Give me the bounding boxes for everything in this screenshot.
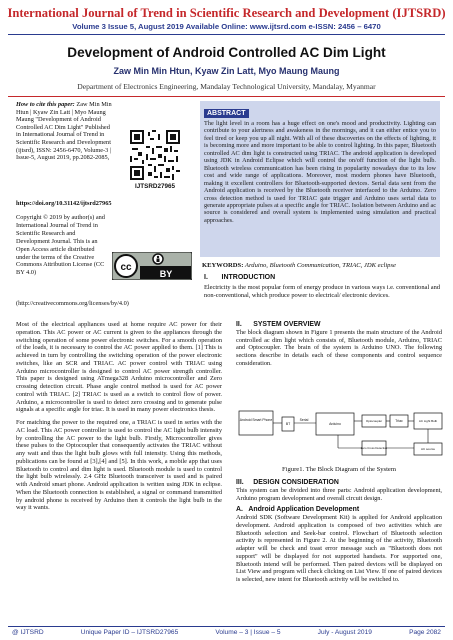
intro-heading: I. INTRODUCTION (204, 274, 276, 281)
label-light-bulb: AC Light Bulb (418, 419, 438, 423)
paper-affiliation: Department of Electronics Engineering, Mandalay Technological University, Mandalay, Myanmar (77, 82, 376, 91)
system-overview-text: The block diagram shown in Figure 1 presents the main structure of the Android controlled ac dim light which consists of, Bluetooth module, Arduino, TRIAC and Optocoupler. The brain of the system is Arduino UNO. The following sections describe in details each of these components and control sequence consideration. (236, 328, 442, 367)
copyright-notice: Copyright © 2019 by author(s) and International Journal of Trend in Scientific Research and Development Journal. This is an Open Access article distributed under the terms of the Creative Commons Attribution License (CC BY 4.0) (16, 214, 105, 277)
header-rule (8, 34, 445, 35)
label-ac-source: AC source (420, 447, 436, 451)
design-section (236, 479, 442, 584)
affiliation-rule (8, 96, 445, 97)
citation-text: Zaw Min Min Htun | Kyaw Zin Latt | Myo Maung Maung "Development of Android Controlled AC Dim Light" Published in International Journal of Trend in Scientific Research and Development (ijtsrd), ISSN: 2456-6470, Volume-3 | Issue-5, August 2019, pp.2082-2085, (16, 101, 112, 162)
journal-meta: Volume 3 Issue 5, August 2019 Available Online: www.ijtsrd.com e-ISSN: 2456 – 6470 (72, 22, 381, 31)
svg-text:cc: cc (120, 262, 132, 273)
abstract-box (200, 101, 440, 257)
design-text: This system can be divided into three parts: Android application development, Arduino program development and overall circuit design. (236, 486, 442, 502)
creative-commons-icon (112, 252, 192, 280)
label-triac: Triac (395, 419, 403, 423)
label-android: Android Smart Phone (239, 418, 273, 422)
journal-header (0, 6, 453, 32)
citation-doi-block (16, 200, 194, 208)
abstract-body: The light level in a room has a huge effect on one's mood and productivity. Lighting can contribute to your alertness and awakeness in the mornings, and it can either entice you to feel tired or keep you up all night. With all of these discoveries on the effects of lighting, it is becoming more and more important to be able to control lighting. In this paper, Bluetooth controlled AC dim light is constructed using TRIAC. The android application is developed using JDK in Android Eclipse which will control the on/off function of the light bulb. Bluetooth wireless communication has been rising in popularity nowadays due to its low cost and wide range of applications. Moreover, most modern phones have Bluetooth, making it excellent controllers for Bluetooth-supported devices. Serial data sent from the Android application is received by the Bluetooth receiver interfaced to the Arduino. Zero cross detection method is used for TRIAC gate trigger and Arduino uses serial data to generate appropriate pulses at a specific angle for TRIAC. Isolation between Arduino and ac source is considered and overall system is implemented using simulation and practical approaches. (204, 120, 436, 224)
label-arduino: Arduino (329, 422, 341, 426)
label-optocoupler: Optocoupler (365, 419, 383, 423)
label-zero-cross: Zero Cross Detection (360, 446, 388, 450)
keywords-label: KEYWORDS: (202, 262, 244, 269)
journal-title: International Journal of Trend in Scientific Research and Development (IJTSRD) (7, 6, 446, 20)
footer-volume: Volume – 3 | Issue – 5 (215, 629, 281, 636)
qr-paper-id: IJTSRD27965 (135, 183, 175, 190)
design-heading: III. DESIGN CONSIDERATION (236, 479, 339, 486)
keywords-text: Arduino, Bluetooth Communication, TRIAC, JDK eclipse (243, 262, 396, 269)
left-paragraph: Most of the electrical appliances used at home require AC power for their operation. This AC power or AC current is given to the appliances through the switching operation of some power electronic switches. For a smooth operation of the loads, it is necessary to control the AC power applied to them. [1] This is achieved in turn by controlling the switching operation of the power electronic switches, like an SCR and TRIAC. AC power control with TRIAC using Arduino microcontroller is designed to control AC power strength controller. This paper is designed using ATmega328 Arduino microcontroller and Zero crossing detection circuit. Phase angle control method is used for AC power control with TRIAC. [2] TRIAC is used as a switch to control flow of power. Arduino, a microcontroller is used to detect zero crossing and to generate pulse signals at a specific angle for triac. It is used in many power electronics thesis. (16, 321, 222, 414)
label-bt: BT (285, 422, 291, 426)
paper-title: Development of Android Controlled AC Dim Light (67, 45, 386, 60)
left-paragraph: For matching the power to the required one, a TRIAC is used in series with the AC load. This AC power controller is used to control the AC light bulb intensity by controlling the AC power to the light bulb. Firstly, Microcontroller gives these pulses to the Optocoupler that consequently activates the TRIAC without any wait and thus the light bulb glows with full intensity. Using this methods, publications can be found at [3],[4] and [5]. In this work, a mobile app that uses Bluetooth to control and dim light is used. Bluetooth module is used to control the light bulb wirelessly. 2.4 GHz Bluetooth transceiver is used and is paired with Android smart phone. Android application is written using JDK in eclipse. When the Bluetooth connection is established, a signal or command transmitted by android phone is received by Arduino then it controls the light bulb in the way it wants. (16, 419, 222, 512)
citation-doi[interactable]: https://doi.org/10.31142/ijtsrd27965 (16, 200, 112, 207)
label-serial: Serial (299, 418, 309, 422)
block-android-phone (239, 411, 273, 435)
abstract-heading: ABSTRACT (204, 109, 249, 118)
citation-block (16, 101, 114, 162)
paper-authors: Zaw Min Min Htun, Kyaw Zin Latt, Myo Maung Maung (113, 66, 340, 76)
figure-caption: Figure1. The Block Diagram of the System (282, 466, 396, 473)
android-dev-text: Android SDK (Software Development Kit) is applied for Android application development. Android application is composed of two activities which are Bluetooth selection and Seek-bar control. Flowchart of Bluetooth selection activity is represented in Figure 2. At the beginning of the activity, Bluetooth adapter will be check and toast error message such as "Bluetooth does not support" will be displayed for not supported handsets. For supported one, Bluetooth intend will be performed. Then paired devices will be displayed on List View and program will check clicking on List View. If one of paired devices is selected, new intent for Bluetooth activity will be switched to. (236, 514, 442, 583)
footer-journal: @ IJTSRD (12, 629, 44, 636)
license-url[interactable]: (http://creativecommons.org/licenses/by/4.0) (16, 300, 129, 307)
keywords-line (202, 262, 442, 269)
qr-code-icon (130, 130, 180, 180)
citation-lead: How to cite this paper: (16, 101, 75, 108)
page-footer (8, 626, 445, 638)
block-diagram (238, 407, 444, 461)
footer-page: Page 2082 (409, 629, 441, 636)
system-overview-section (236, 321, 442, 368)
intro-text: Electricity is the most popular form of energy produce in various ways i.e. conventional and non-conventional, which produce power to electrical/ electronic devices. (204, 284, 440, 299)
cc-logo-label: BY (159, 269, 173, 279)
left-body-column (16, 321, 222, 517)
system-overview-heading: II. SYSTEM OVERVIEW (236, 321, 321, 328)
android-dev-heading: A. Android Application Development (236, 506, 360, 514)
footer-paper-id: Unique Paper ID – IJTSRD27965 (80, 629, 179, 636)
footer-date: July - August 2019 (317, 629, 372, 636)
